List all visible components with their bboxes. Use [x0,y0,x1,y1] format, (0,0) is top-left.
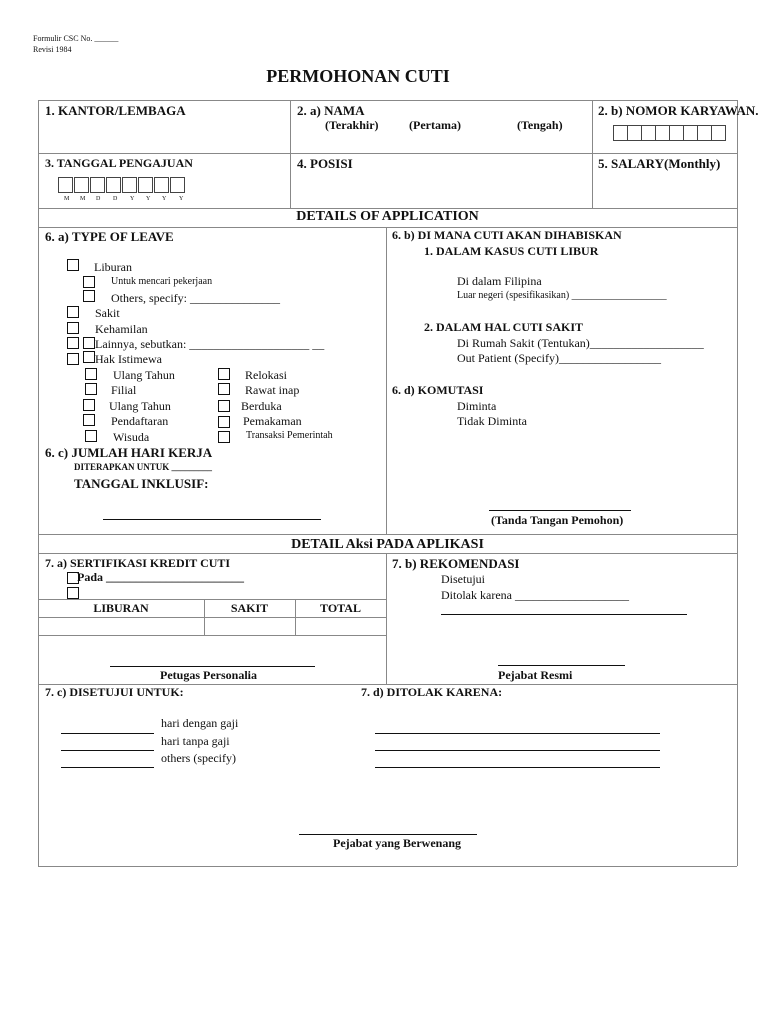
name-last-label: (Terakhir) [325,118,379,132]
govt-transaction-label: Transaksi Pemerintah [246,430,333,441]
anniversary-label: Ulang Tahun [109,399,171,413]
position-label: 4. POSISI [297,156,353,171]
approved-option[interactable]: Disetujui [441,572,485,586]
col-vacation: LIBURAN [93,601,149,615]
applied-for-label: DITERAPKAN UNTUK _________ [74,462,213,472]
hospitalization-label: Rawat inap [245,383,300,397]
bereavement-label: Berduka [241,399,282,413]
disapproved-heading: 7. d) DITOLAK KARENA: [361,685,503,699]
privilege-sub-checkbox[interactable] [83,351,95,363]
relocation-checkbox[interactable] [218,368,230,380]
burial-label: Pemakaman [243,414,302,428]
graduation-checkbox[interactable] [85,430,97,442]
divider [386,553,387,684]
date-box[interactable] [58,177,73,193]
office-label: 1. KANTOR/LEMBAGA [45,103,186,118]
date-format-d2: D [113,196,118,202]
vacation-case-heading: 1. DALAM KASUS CUTI LIBUR [424,244,599,258]
applicant-signature-label: (Tanda Tangan Pemohon) [491,513,624,527]
employee-no-boxes[interactable] [613,125,727,142]
enrollment-label: Pendaftaran [111,414,169,428]
graduation-label: Wisuda [113,430,150,444]
date-box[interactable] [170,177,185,193]
where-spent-heading: 6. b) DI MANA CUTI AKAN DIHABISKAN [392,228,622,242]
working-days-heading: 6. c) JUMLAH HARI KERJA [45,445,213,460]
date-format-y2: Y [146,196,151,202]
sick-label: Sakit [95,306,120,320]
bereavement-checkbox[interactable] [218,400,230,412]
not-requested-option[interactable]: Tidak Diminta [457,414,527,428]
personnel-officer-label: Petugas Personalia [160,668,257,682]
credit-table [38,599,386,636]
privilege-label: Hak Istimewa [95,352,162,366]
employee-no-label: 2. b) NOMOR KARYAWAN. [598,103,759,118]
with-pay-line[interactable] [61,733,154,734]
date-format-y3: Y [162,196,167,202]
official-label: Pejabat Resmi [498,668,573,682]
divider [38,534,737,535]
others-line[interactable] [61,767,154,768]
without-pay-label: hari tanpa gaji [161,734,230,748]
others-specify-label: Others, specify: _______________ [111,291,280,305]
burial-checkbox[interactable] [218,416,230,428]
name-middle-label: (Tengah) [517,118,563,132]
birthday-checkbox[interactable] [85,368,97,380]
date-format-y4: Y [179,196,184,202]
border-bottom [38,866,737,867]
digit-box[interactable] [655,125,670,141]
action-heading: DETAIL Aksi PADA APLIKASI [291,537,484,552]
others-mention-label: Lainnya, sebutkan: ____________________ __ [95,337,325,351]
within-ph-option[interactable]: Di dalam Filipina [457,274,542,288]
filial-checkbox[interactable] [85,383,97,395]
digit-box[interactable] [711,125,726,141]
maternity-label: Kehamilan [95,322,148,336]
birthday-label: Ulang Tahun [113,368,175,382]
credit-checkbox-2[interactable] [67,587,79,599]
reason-line-3[interactable] [375,767,660,768]
divider [38,553,737,554]
credit-heading: 7. a) SERTIFIKASI KREDIT CUTI [45,556,231,570]
details-heading: DETAILS OF APPLICATION [296,209,479,224]
sick-case-heading: 2. DALAM HAL CUTI SAKIT [424,320,584,334]
maternity-checkbox[interactable] [67,322,79,334]
digit-box[interactable] [683,125,698,141]
others-label: others (specify) [161,751,236,765]
recommendation-heading: 7. b) REKOMENDASI [392,556,520,571]
credit-as-of[interactable]: Pada _______________________ [77,570,245,584]
others-checkbox[interactable] [67,337,79,349]
col-total: TOTAL [320,601,361,615]
reason-line-1[interactable] [375,733,660,734]
seek-employment-label: Untuk mencari pekerjaan [111,276,213,287]
digit-box[interactable] [641,125,656,141]
date-format-m1: M [64,196,70,202]
form-number: Formulir CSC No. ______ [33,34,119,43]
border-top [38,100,737,101]
inclusive-dates-label: TANGGAL INKLUSIF: [74,476,209,491]
out-patient-option[interactable]: Out Patient (Specify)_________________ [457,351,661,365]
date-box[interactable] [138,177,153,193]
name-first-label: (Pertama) [409,118,461,132]
seek-employment-checkbox[interactable] [83,276,95,288]
date-box[interactable] [106,177,121,193]
inclusive-dates-line[interactable] [103,519,321,520]
divider [592,100,593,208]
with-pay-label: hari dengan gaji [161,716,239,730]
name-label: 2. a) NAMA [297,103,365,118]
divider [386,227,387,534]
date-box[interactable] [154,177,169,193]
divider [38,153,737,154]
hospitalization-checkbox[interactable] [218,383,230,395]
signature-line[interactable] [489,510,631,511]
reason-line-2[interactable] [375,750,660,751]
date-format-d1: D [96,196,101,202]
govt-transaction-checkbox[interactable] [218,431,230,443]
in-hospital-option[interactable]: Di Rumah Sakit (Tentukan)___________________ [457,336,704,350]
sick-checkbox[interactable] [67,306,79,318]
without-pay-line[interactable] [61,750,154,751]
border-right [737,100,738,866]
col-sick: SAKIT [230,601,269,615]
approved-for-heading: 7. c) DISETUJUI UNTUK: [45,685,184,699]
form-title: PERMOHONAN CUTI [266,66,450,86]
date-format-y1: Y [130,196,135,202]
digit-box[interactable] [627,125,642,141]
anniversary-checkbox[interactable] [83,399,95,411]
divider [290,100,291,208]
date-box[interactable] [90,177,105,193]
commutation-heading: 6. d) KOMUTASI [392,383,484,397]
relocation-label: Relokasi [245,368,287,382]
vacation-checkbox[interactable] [67,259,79,271]
date-box[interactable] [122,177,137,193]
filing-date-label: 3. TANGGAL PENGAJUAN [45,156,193,170]
salary-label: 5. SALARY(Monthly) [598,156,721,171]
others-specify-checkbox[interactable] [83,290,95,302]
authorized-official-label: Pejabat yang Berwenang [333,836,461,850]
filial-label: Filial [111,383,137,397]
others-sub-checkbox[interactable] [83,337,95,349]
privilege-checkbox[interactable] [67,353,79,365]
requested-option[interactable]: Diminta [457,399,497,413]
digit-box[interactable] [697,125,712,141]
disapproved-option[interactable]: Ditolak karena ___________________ [441,588,629,602]
leave-type-heading: 6. a) TYPE OF LEAVE [45,229,174,244]
officer-signature-line[interactable] [110,666,315,667]
filing-date-boxes[interactable] [58,177,192,195]
divider [38,227,737,228]
digit-box[interactable] [669,125,684,141]
disapproved-reason-line[interactable] [441,614,687,615]
date-box[interactable] [74,177,89,193]
authorized-signature-line[interactable] [299,834,477,835]
digit-box[interactable] [613,125,628,141]
date-format-m2: M [80,196,86,202]
form-revision: Revisi 1984 [33,45,72,54]
enrollment-checkbox[interactable] [83,414,95,426]
vacation-label: Liburan [94,260,132,274]
official-signature-line[interactable] [498,665,625,666]
abroad-option[interactable]: Luar negeri (spesifikasikan) ___________________ [457,290,667,301]
